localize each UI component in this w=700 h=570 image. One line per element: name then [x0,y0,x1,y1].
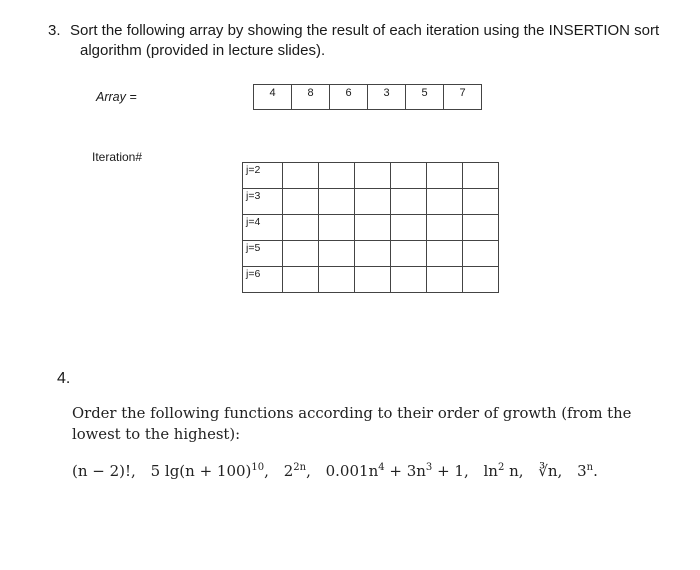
answer-cell[interactable] [427,215,463,241]
iteration-index: j=3 [243,189,283,215]
answer-cell[interactable] [427,163,463,189]
question-4-instruction: Order the following functions according to their order of growth (from the lowest to the highest): [72,405,632,443]
answer-cell[interactable] [355,241,391,267]
function-item: 5 $\lg(n + 100)^{10}$, [150,462,269,480]
iteration-table [242,162,499,293]
answer-cell[interactable] [427,189,463,215]
iteration-row [243,189,499,215]
iteration-label: Iteration# [92,150,143,164]
answer-cell[interactable] [391,189,427,215]
function-item: 3$^n$. [577,462,598,480]
array-cell: 8 [292,85,330,110]
answer-cell[interactable] [319,189,355,215]
question-4-number: 4. [57,370,71,387]
answer-cell[interactable] [463,215,499,241]
question-3-text-line-2: algorithm (provided in lecture slides). [80,42,326,59]
answer-cell[interactable] [463,163,499,189]
function-list [72,462,608,480]
iteration-row [243,241,499,267]
iteration-row [243,267,499,293]
answer-cell[interactable] [319,241,355,267]
function-item: $0.001n^4 + 3n^3 + 1$, [325,462,469,480]
array-label: Array = [96,90,137,104]
function-item: (n − 2)!, [72,462,136,480]
answer-cell[interactable] [283,215,319,241]
array-cell: 5 [406,85,444,110]
array-cell: 7 [444,85,482,110]
function-item: $\ln^2 n$, [483,462,524,480]
answer-cell[interactable] [355,267,391,293]
array-table [253,84,482,110]
function-item: ∛n, [538,462,563,480]
answer-cell[interactable] [355,163,391,189]
answer-cell[interactable] [463,241,499,267]
answer-cell[interactable] [391,267,427,293]
answer-cell[interactable] [319,215,355,241]
answer-cell[interactable] [355,189,391,215]
answer-cell[interactable] [283,241,319,267]
question-3-number: 3. [48,22,61,39]
answer-cell[interactable] [391,241,427,267]
iteration-index: j=5 [243,241,283,267]
answer-cell[interactable] [283,189,319,215]
iteration-index: j=2 [243,163,283,189]
answer-cell[interactable] [283,163,319,189]
iteration-row [243,163,499,189]
answer-cell[interactable] [391,163,427,189]
iteration-index: j=6 [243,267,283,293]
answer-cell[interactable] [391,215,427,241]
array-cell: 4 [254,85,292,110]
answer-cell[interactable] [283,267,319,293]
answer-cell[interactable] [319,267,355,293]
answer-cell[interactable] [319,163,355,189]
answer-cell[interactable] [463,189,499,215]
array-cell: 6 [330,85,368,110]
answer-cell[interactable] [463,267,499,293]
answer-cell[interactable] [427,267,463,293]
iteration-row [243,215,499,241]
function-item: $2^{2n}$, [283,462,311,480]
array-cell: 3 [368,85,406,110]
answer-cell[interactable] [427,241,463,267]
answer-cell[interactable] [355,215,391,241]
iteration-index: j=4 [243,215,283,241]
question-3-text-line-1: Sort the following array by showing the result of each iteration using the INSERTION sort [70,22,660,39]
